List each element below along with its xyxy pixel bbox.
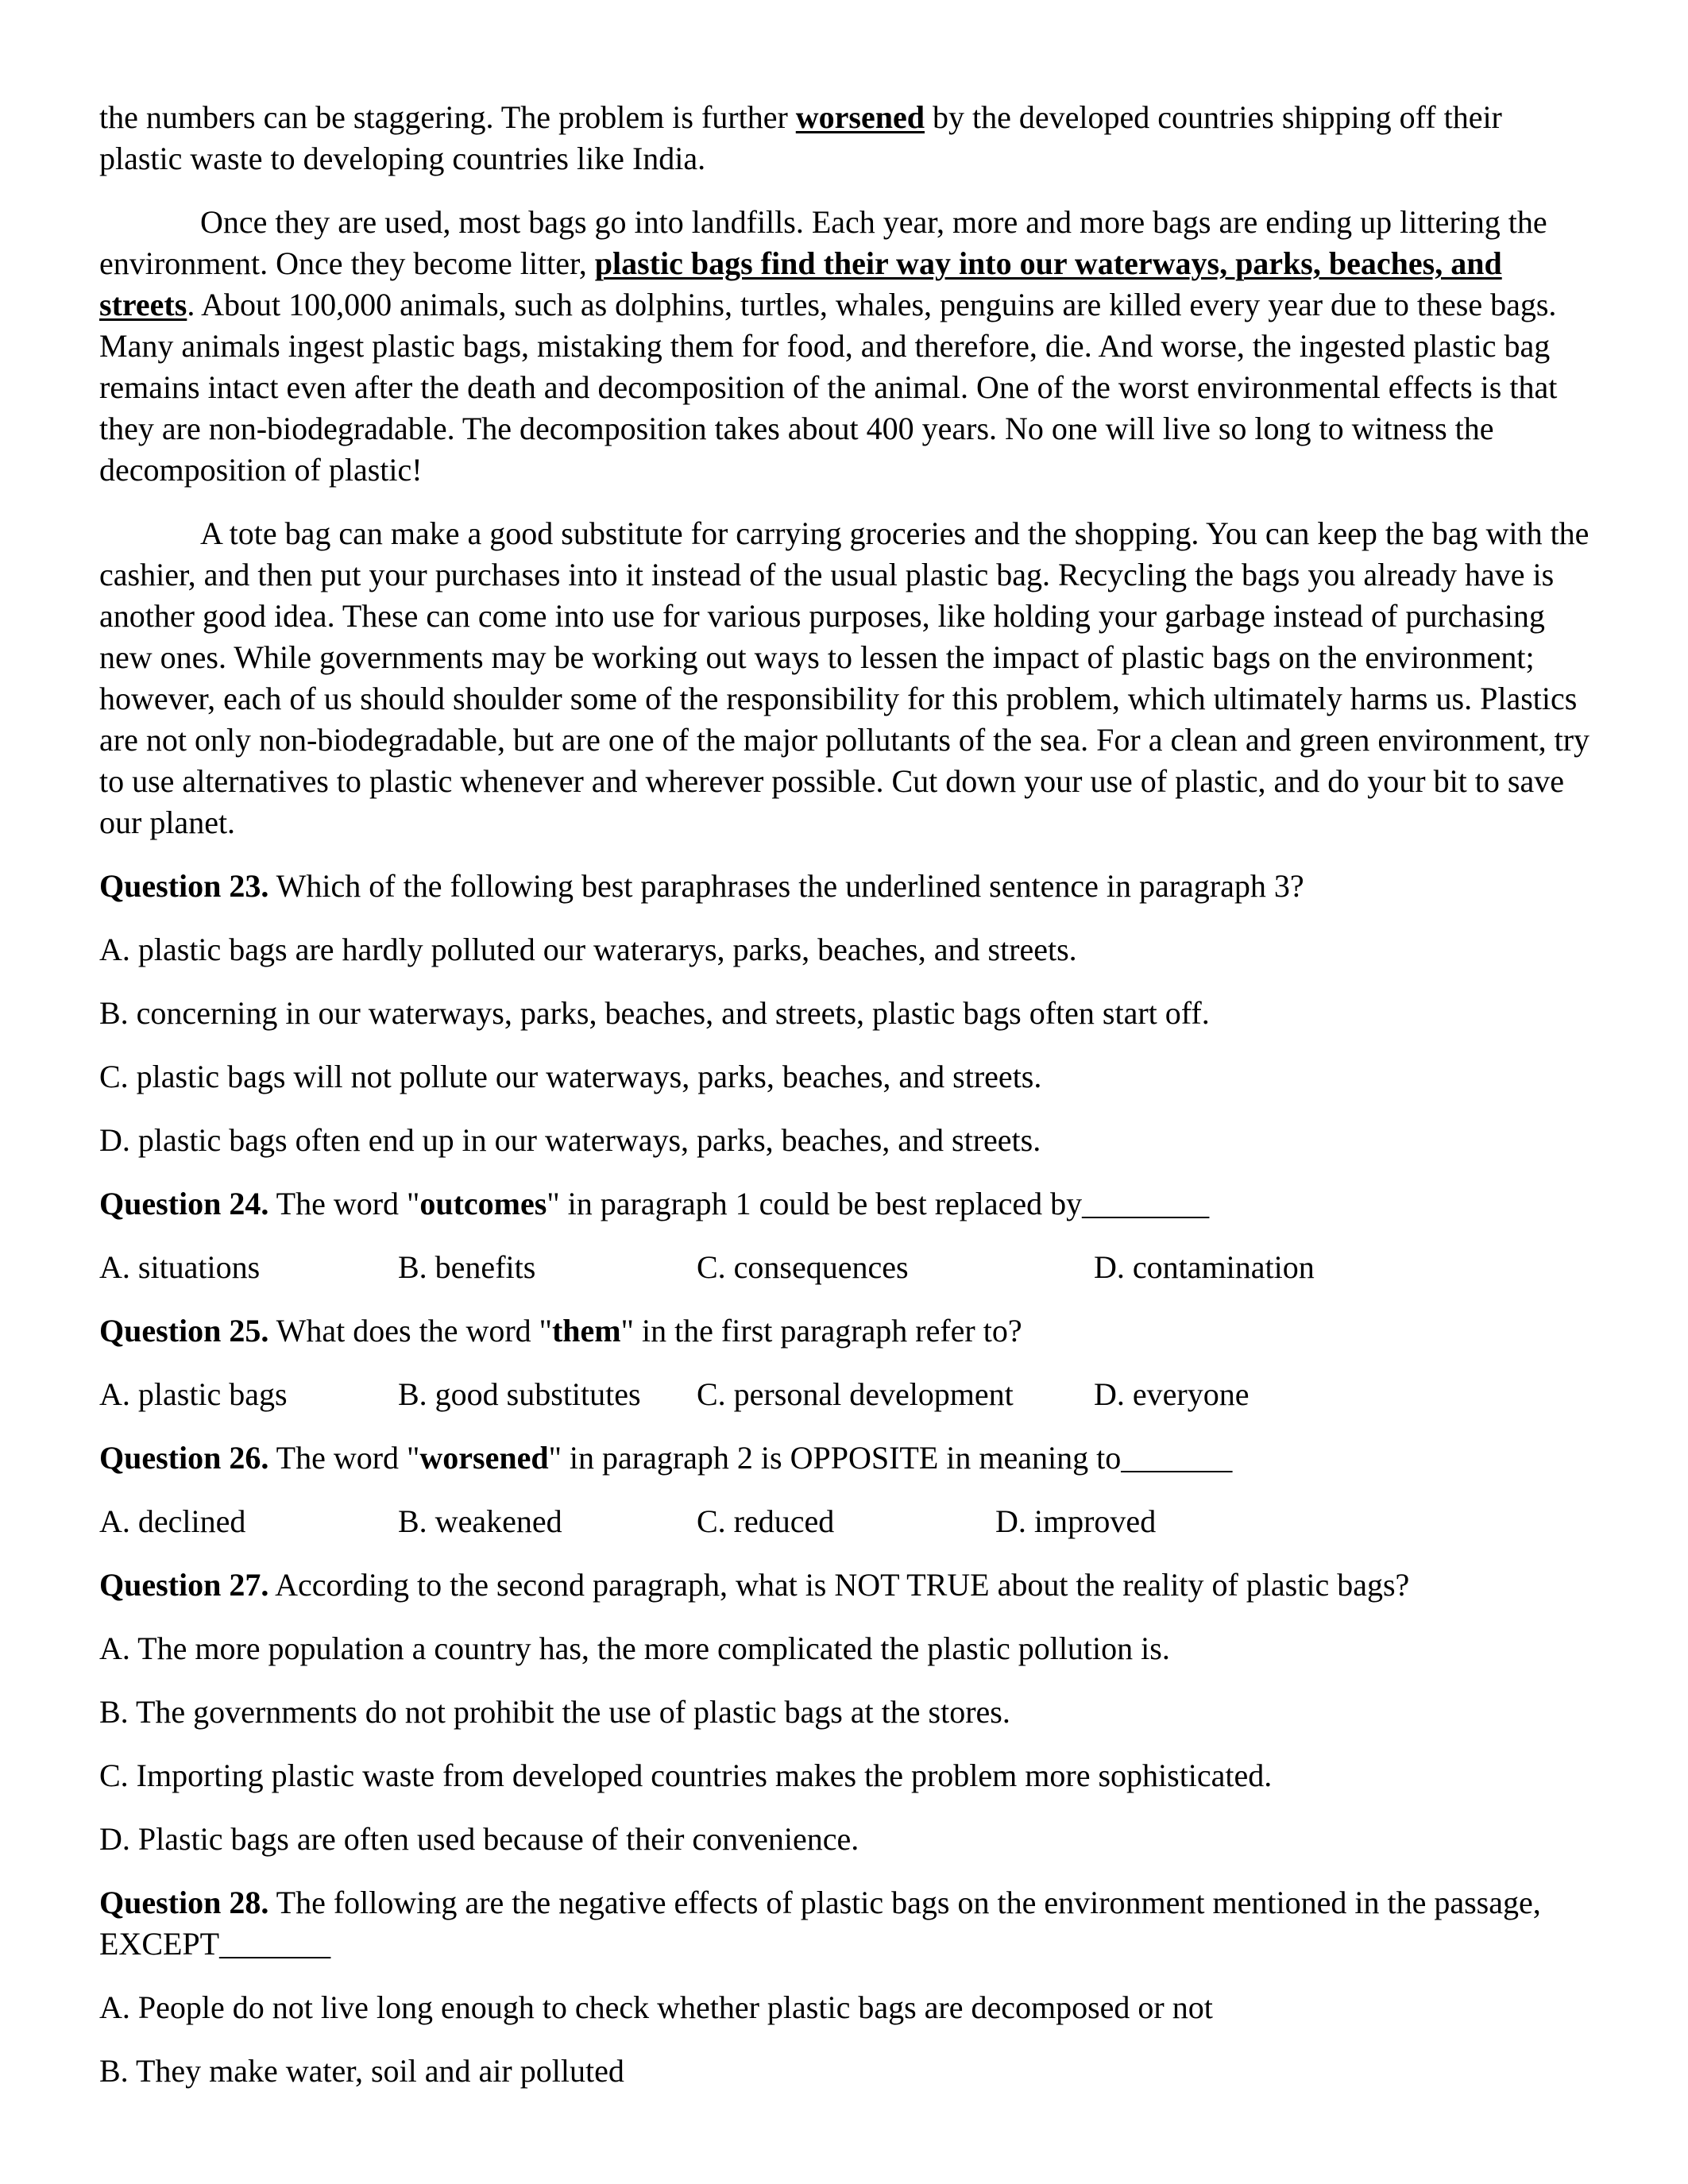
q24-option-c: C. consequences (697, 1249, 909, 1285)
question-label: Question 25. (99, 1313, 269, 1349)
question-27 (99, 1565, 1593, 1606)
underlined-sentence: plastic bags find their way into our waterways, parks, beaches, and streets (99, 245, 1502, 322)
q26-option-d: D. improved (995, 1503, 1157, 1539)
paragraph-text: . About 100,000 animals, such as dolphins, turtles, whales, penguins are killed every year due to these bags. Many animals ingest plastic bags, mistaking them for food, and therefore, die. And worse, the ingested plastic bag remains intact even after the death and decomposition of the animal. One of the worst environmental effects is that they are non-biodegradable. The decomposition takes about 400 years. No one will live so long to witness the decomposition of plastic! (99, 287, 1558, 488)
paragraph-2-tail (99, 97, 1593, 179)
question-label: Question 24. (99, 1186, 269, 1221)
question-label: Question 26. (99, 1440, 269, 1476)
question-text: Which of the following best paraphrases the underlined sentence in paragraph 3? (268, 868, 1304, 904)
question-text: The following are the negative effects of plastic bags on the environment mentioned in the passage, EXCEPT_______ (99, 1885, 1541, 1962)
paragraph-3 (99, 202, 1593, 491)
q25-option-c: C. personal development (697, 1376, 1014, 1412)
question-label: Question 28. (99, 1885, 269, 1920)
q23-option-a: A. plastic bags are hardly polluted our waterarys, parks, beaches, and streets. (99, 932, 1077, 967)
paragraph-text: the numbers can be staggering. The problem is further (99, 99, 796, 135)
question-text: The word " (268, 1186, 420, 1221)
paragraph-text: Once they are used, most bags go into landfills. Each year, more and more bags are ending up littering the environment. Once they become litter, (99, 204, 1547, 281)
q23-option-b: B. concerning in our waterways, parks, beaches, and streets, plastic bags often start off. (99, 995, 1210, 1031)
q28-option-a: A. People do not live long enough to check whether plastic bags are decomposed or not (99, 1989, 1213, 2025)
q26-option-a: A. declined (99, 1503, 246, 1539)
question-23 (99, 866, 1593, 907)
q26-option-c: C. reduced (697, 1503, 835, 1539)
q27-option-d: D. Plastic bags are often used because of their convenience. (99, 1821, 859, 1857)
q25-options (99, 1374, 1593, 1415)
paragraph-text: by the developed countries shipping off their plastic waste to developing countries like India. (99, 99, 1502, 176)
q27-option-c: C. Importing plastic waste from developed countries makes the problem more sophisticated. (99, 1758, 1273, 1793)
question-keyword: them (551, 1313, 621, 1349)
q27-option-b: B. The governments do not prohibit the use of plastic bags at the stores. (99, 1694, 1010, 1730)
question-text: " in paragraph 1 could be best replaced by________ (547, 1186, 1210, 1221)
q27-option-a: A. The more population a country has, the more complicated the plastic pollution is. (99, 1630, 1170, 1666)
q24-option-d: D. contamination (1094, 1249, 1315, 1285)
question-28 (99, 1882, 1593, 1965)
paragraph-4: A tote bag can make a good substitute for carrying groceries and the shopping. You can keep the bag with the cashier, and then put your purchases into it instead of the usual plastic bag. Recycling the bags you already have is another good idea. These can come into use for various purposes, like holding your garbage instead of purchasing new ones. While governments may be working out ways to lessen the impact of plastic bags on the environment; however, each of us should shoulder some of the responsibility for this problem, which ultimately harms us. Plastics are not only non-biodegradable, but are one of the major pollutants of the sea. For a clean and green environment, try to use alternatives to plastic whenever and wherever possible. Cut down your use of plastic, and do your bit to save our planet. (99, 515, 1590, 840)
q26-options (99, 1501, 1593, 1542)
question-24 (99, 1183, 1593, 1225)
q24-option-a: A. situations (99, 1249, 261, 1285)
question-label: Question 23. (99, 868, 269, 904)
q24-option-b: B. benefits (398, 1249, 536, 1285)
question-25 (99, 1310, 1593, 1352)
document-page (99, 97, 1593, 2114)
q24-options (99, 1247, 1593, 1288)
question-text: " in paragraph 2 is OPPOSITE in meaning to_______ (548, 1440, 1233, 1476)
question-text: The word " (268, 1440, 420, 1476)
q23-option-c: C. plastic bags will not pollute our waterways, parks, beaches, and streets. (99, 1059, 1042, 1094)
q25-option-b: B. good substitutes (398, 1376, 641, 1412)
q25-option-d: D. everyone (1094, 1376, 1250, 1412)
q28-option-b: B. They make water, soil and air polluted (99, 2053, 624, 2089)
question-keyword: worsened (419, 1440, 549, 1476)
question-label: Question 27. (99, 1567, 269, 1603)
question-keyword: outcomes (419, 1186, 547, 1221)
q25-option-a: A. plastic bags (99, 1376, 288, 1412)
q26-option-b: B. weakened (398, 1503, 562, 1539)
question-text: What does the word " (268, 1313, 552, 1349)
question-text: " in the first paragraph refer to? (620, 1313, 1022, 1349)
q23-option-d: D. plastic bags often end up in our waterways, parks, beaches, and streets. (99, 1122, 1041, 1158)
underlined-word: worsened (795, 99, 925, 135)
question-26 (99, 1437, 1593, 1479)
question-text: According to the second paragraph, what is NOT TRUE about the reality of plastic bags? (268, 1567, 1410, 1603)
